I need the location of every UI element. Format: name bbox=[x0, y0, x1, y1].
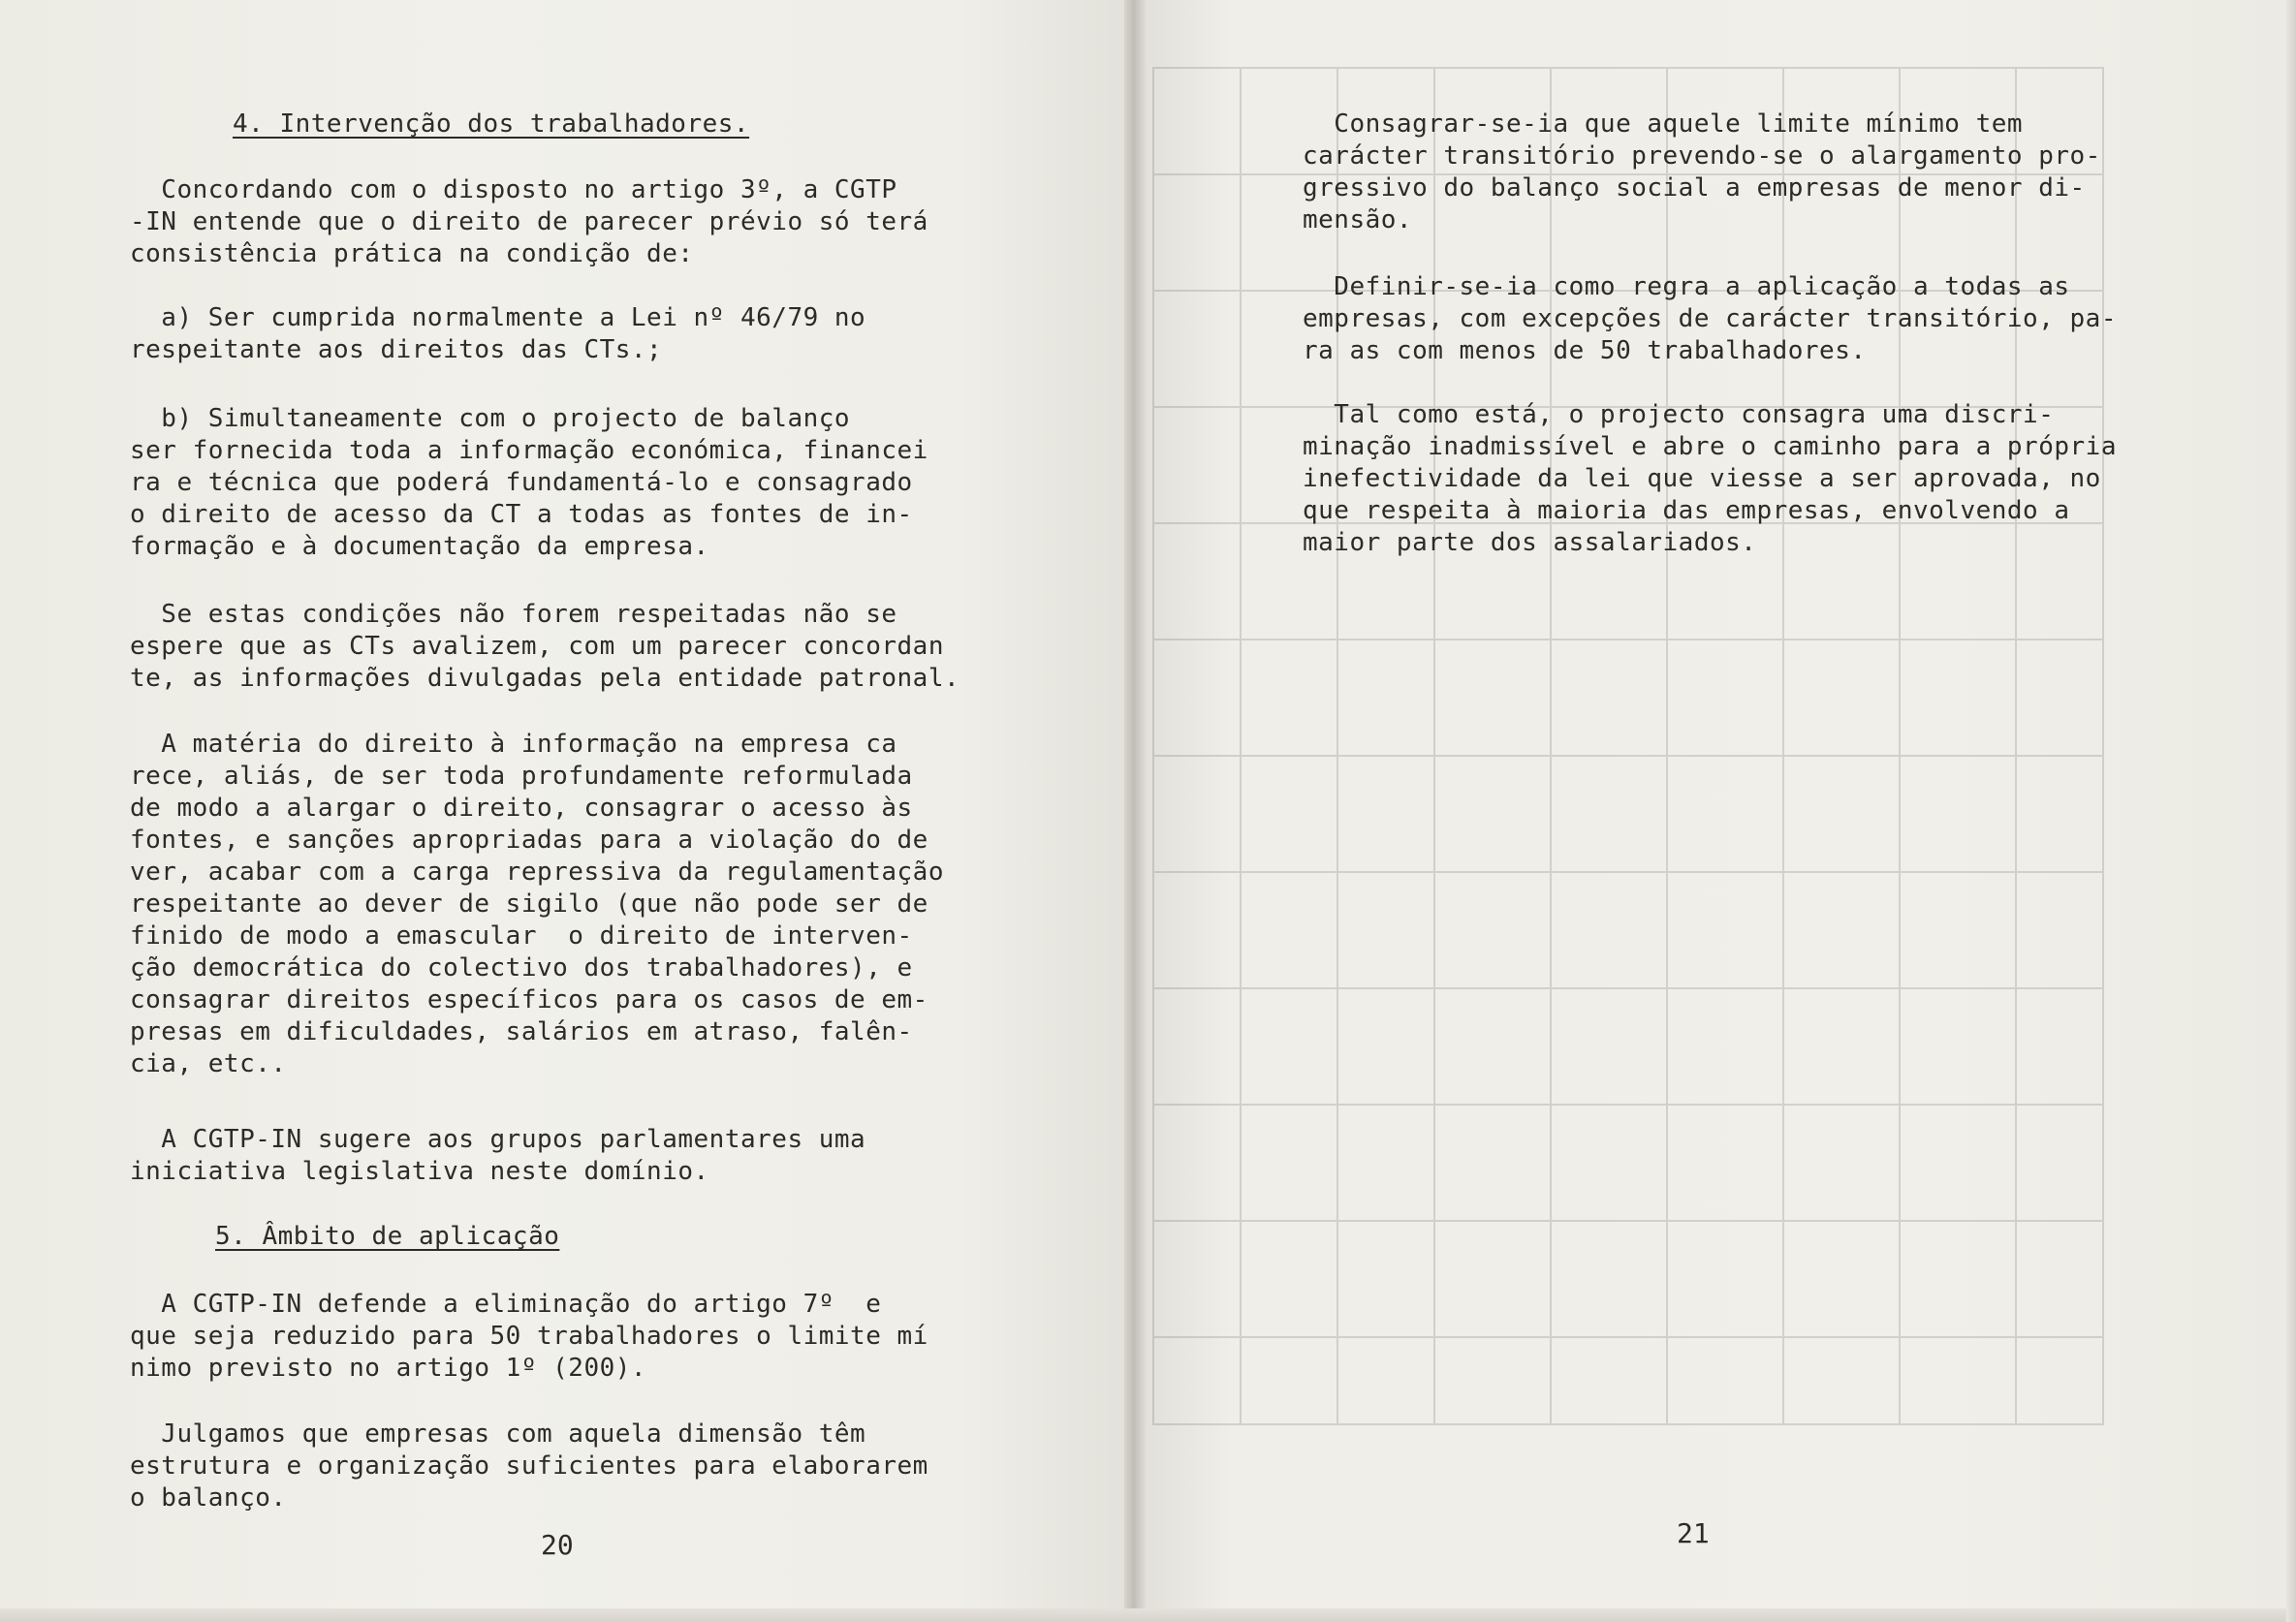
text-line: maior parte dos assalariados. bbox=[1303, 528, 1757, 557]
text-line: formação e à documentação da empresa. bbox=[130, 532, 709, 561]
text-line: de modo a alargar o direito, consagrar o acesso às bbox=[130, 794, 913, 823]
text-line: carácter transitório prevendo-se o alargamento pro- bbox=[1303, 141, 2101, 171]
text-line: Definir-se-ia como regra a aplicação a todas as bbox=[1303, 272, 2070, 301]
text-line: -IN entende que o direito de parecer prévio só terá bbox=[130, 207, 928, 236]
text-line: estrutura e organização suficientes para elaborarem bbox=[130, 1451, 928, 1481]
text-line: ra e técnica que poderá fundamentá-lo e consagrado bbox=[130, 468, 913, 497]
right-paragraph-3 bbox=[1303, 399, 2117, 559]
text-line: presas em dificuldades, salários em atraso, falên- bbox=[130, 1017, 913, 1046]
book-gutter bbox=[1124, 0, 1146, 1622]
page-right-edge bbox=[2286, 0, 2296, 1622]
text-line: cia, etc.. bbox=[130, 1049, 287, 1078]
text-line: ra as com menos de 50 trabalhadores. bbox=[1303, 336, 1867, 365]
page-bottom-edge bbox=[0, 1608, 2296, 1622]
text-line: b) Simultaneamente com o projecto de balanço bbox=[130, 404, 851, 433]
text-line: minação inadmissível e abre o caminho para a própria bbox=[1303, 432, 2117, 461]
text-line: gressivo do balanço social a empresas de menor di- bbox=[1303, 173, 2086, 203]
text-line: a) Ser cumprida normalmente a Lei nº 46/79 no bbox=[130, 303, 866, 332]
text-line: o balanço. bbox=[130, 1483, 287, 1513]
text-line: consistência prática na condição de: bbox=[130, 239, 694, 268]
right-paragraph-2 bbox=[1303, 271, 2117, 367]
text-line: A CGTP-IN sugere aos grupos parlamentares uma bbox=[130, 1125, 866, 1154]
text-line: Julgamos que empresas com aquela dimensão têm bbox=[130, 1419, 866, 1449]
section-heading-5: 5. Âmbito de aplicação bbox=[215, 1222, 560, 1251]
text-line: Tal como está, o projecto consagra uma discri- bbox=[1303, 400, 2055, 429]
text-line: espere que as CTs avalizem, com um parecer concordan bbox=[130, 632, 944, 661]
text-line: empresas, com excepções de carácter transitório, pa- bbox=[1303, 304, 2117, 333]
right-paragraph-1 bbox=[1303, 109, 2101, 236]
text-line: rece, aliás, de ser toda profundamente reformulada bbox=[130, 762, 913, 791]
text-line: o direito de acesso da CT a todas as fontes de in- bbox=[130, 500, 913, 529]
text-line: iniciativa legislativa neste domínio. bbox=[130, 1157, 709, 1186]
text-line: que respeita à maioria das empresas, envolvendo a bbox=[1303, 496, 2070, 525]
text-line: finido de modo a emascular o direito de interven- bbox=[130, 921, 913, 951]
text-line: respeitante aos direitos das CTs.; bbox=[130, 335, 663, 364]
page-number-left: 20 bbox=[541, 1529, 574, 1561]
text-line: respeitante ao dever de sigilo (que não pode ser de bbox=[130, 889, 928, 919]
text-line: que seja reduzido para 50 trabalhadores o limite mí bbox=[130, 1322, 928, 1351]
bleed-through-table bbox=[1144, 58, 2113, 1434]
left-paragraph-4 bbox=[130, 1124, 865, 1188]
text-line: fontes, e sanções apropriadas para a violação do de bbox=[130, 826, 928, 855]
text-line: te, as informações divulgadas pela entidade patronal. bbox=[130, 664, 960, 693]
text-line: Se estas condições não forem respeitadas não se bbox=[130, 600, 897, 629]
text-line: consagrar direitos específicos para os casos de em- bbox=[130, 985, 928, 1014]
text-line: inefectividade da lei que viesse a ser aprovada, no bbox=[1303, 464, 2101, 493]
left-paragraph-5 bbox=[130, 1289, 928, 1385]
section-heading-4: 4. Intervenção dos trabalhadores. bbox=[233, 109, 750, 139]
left-paragraph-3 bbox=[130, 729, 944, 1080]
left-paragraph-1 bbox=[130, 174, 928, 270]
text-line: mensão. bbox=[1303, 205, 1413, 234]
page-number-right: 21 bbox=[1677, 1517, 1710, 1549]
text-line: Consagrar-se-ia que aquele limite mínimo tem bbox=[1303, 109, 2024, 139]
text-line: ser fornecida toda a informação económica, financei bbox=[130, 436, 928, 465]
left-paragraph-6 bbox=[130, 1419, 928, 1514]
text-line: ver, acabar com a carga repressiva da regulamentação bbox=[130, 858, 944, 887]
text-line: Concordando com o disposto no artigo 3º, a CGTP bbox=[130, 175, 897, 204]
list-item-a bbox=[130, 302, 865, 366]
left-paragraph-2 bbox=[130, 599, 959, 695]
text-line: A CGTP-IN defende a eliminação do artigo 7º e bbox=[130, 1290, 882, 1319]
list-item-b bbox=[130, 403, 928, 563]
text-line: A matéria do direito à informação na empresa ca bbox=[130, 730, 897, 759]
text-line: nimo previsto no artigo 1º (200). bbox=[130, 1354, 647, 1383]
text-line: ção democrática do colectivo dos trabalhadores), e bbox=[130, 953, 913, 983]
